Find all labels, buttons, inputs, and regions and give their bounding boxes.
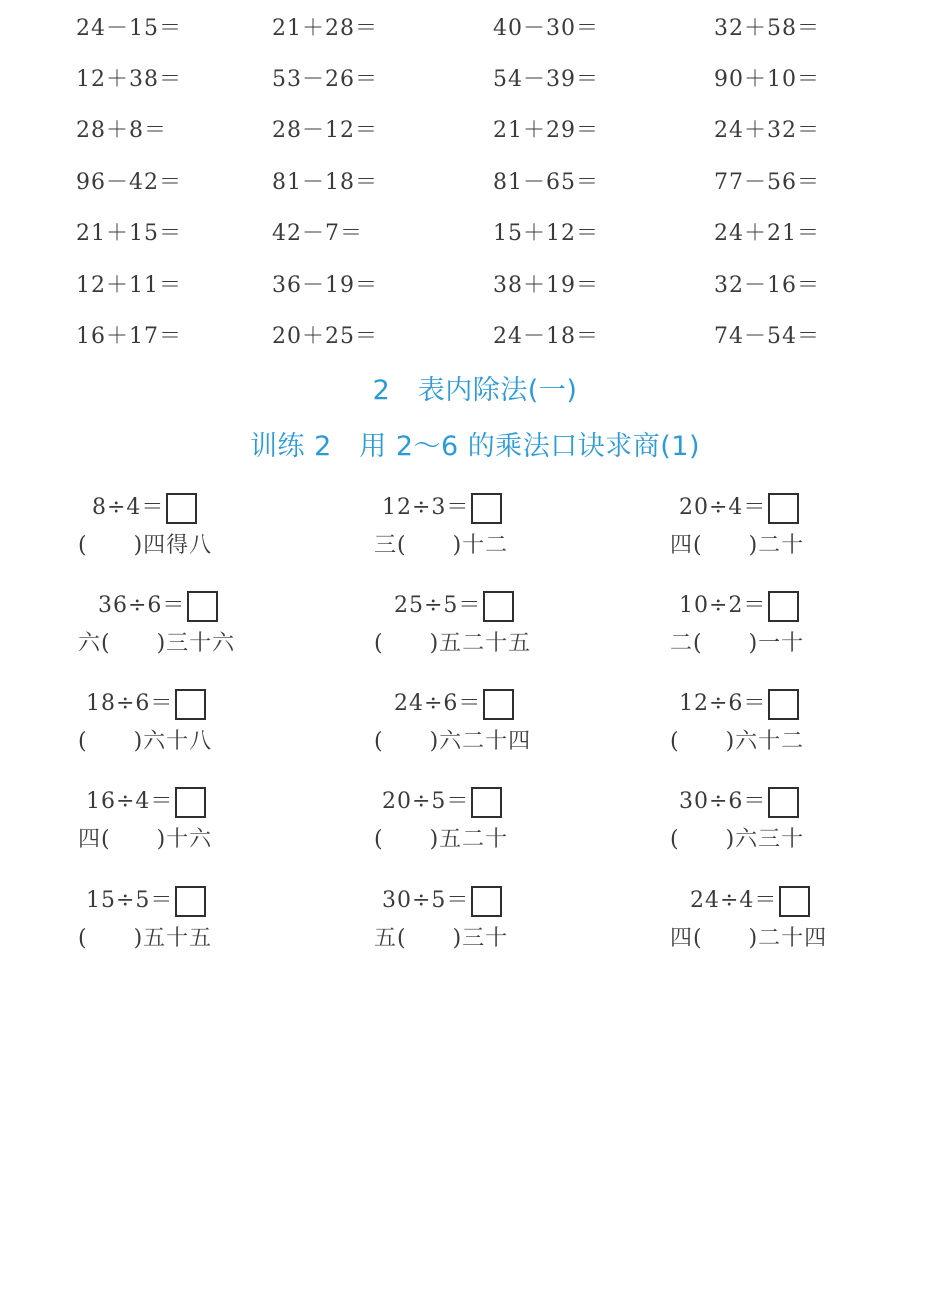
multiplication-rhyme-hint: ( )五十五 (78, 926, 213, 951)
division-problem (670, 687, 950, 787)
arithmetic-item: 77－56＝ (714, 170, 820, 195)
division-equation: 15÷5＝ (86, 888, 174, 913)
division-problem (374, 785, 674, 885)
answer-box[interactable] (768, 689, 799, 720)
division-equation: 18÷6＝ (86, 691, 174, 716)
arithmetic-item: 28－12＝ (272, 118, 378, 143)
equation-line (86, 884, 206, 918)
division-equation: 12÷6＝ (679, 691, 767, 716)
equation-line (382, 884, 502, 918)
division-problem (374, 884, 674, 984)
multiplication-rhyme-hint: 三( )十二 (374, 533, 509, 558)
division-equation: 10÷2＝ (679, 593, 767, 618)
multiplication-rhyme-hint: 二( )一十 (670, 631, 805, 656)
arithmetic-item: 38＋19＝ (493, 273, 599, 298)
arithmetic-item: 32＋58＝ (714, 16, 820, 41)
arithmetic-item: 21＋29＝ (493, 118, 599, 143)
answer-box[interactable] (471, 787, 502, 818)
multiplication-rhyme-hint: ( )六三十 (670, 827, 805, 852)
equation-line (394, 589, 514, 623)
arithmetic-row (0, 322, 950, 352)
multiplication-rhyme-hint: 五( )三十 (374, 926, 509, 951)
equation-line (394, 687, 514, 721)
arithmetic-item: 81－65＝ (493, 170, 599, 195)
answer-box[interactable] (768, 591, 799, 622)
answer-box[interactable] (166, 493, 197, 524)
arithmetic-item: 12＋38＝ (76, 67, 182, 92)
arithmetic-item: 24＋32＝ (714, 118, 820, 143)
answer-box[interactable] (768, 493, 799, 524)
arithmetic-item: 24－18＝ (493, 324, 599, 349)
division-problem (78, 884, 378, 984)
arithmetic-item: 96－42＝ (76, 170, 182, 195)
arithmetic-item: 74－54＝ (714, 324, 820, 349)
arithmetic-item: 24＋21＝ (714, 221, 820, 246)
division-problem (670, 884, 950, 984)
equation-line (92, 491, 197, 525)
arithmetic-row (0, 219, 950, 249)
arithmetic-item: 81－18＝ (272, 170, 378, 195)
arithmetic-item: 40－30＝ (493, 16, 599, 41)
division-equation: 20÷5＝ (382, 789, 470, 814)
equation-line (86, 785, 206, 819)
arithmetic-item: 12＋11＝ (76, 273, 182, 298)
division-problem (78, 589, 378, 689)
arithmetic-item: 16＋17＝ (76, 324, 182, 349)
arithmetic-item: 42－7＝ (272, 221, 363, 246)
answer-box[interactable] (175, 689, 206, 720)
arithmetic-item: 36－19＝ (272, 273, 378, 298)
equation-line (679, 491, 799, 525)
division-problem (374, 491, 674, 591)
multiplication-rhyme-hint: 四( )二十四 (670, 926, 828, 951)
division-problem (78, 491, 378, 591)
division-equation: 12÷3＝ (382, 495, 470, 520)
answer-box[interactable] (779, 886, 810, 917)
division-problem (670, 491, 950, 591)
multiplication-rhyme-hint: ( )四得八 (78, 533, 213, 558)
equation-line (98, 589, 218, 623)
multiplication-rhyme-hint: 四( )二十 (670, 533, 805, 558)
arithmetic-item: 21＋28＝ (272, 16, 378, 41)
arithmetic-item: 54－39＝ (493, 67, 599, 92)
division-equation: 16÷4＝ (86, 789, 174, 814)
division-equation: 25÷5＝ (394, 593, 482, 618)
arithmetic-item: 15＋12＝ (493, 221, 599, 246)
arithmetic-row (0, 65, 950, 95)
answer-box[interactable] (483, 591, 514, 622)
answer-box[interactable] (175, 886, 206, 917)
equation-line (679, 589, 799, 623)
arithmetic-item: 53－26＝ (272, 67, 378, 92)
multiplication-rhyme-hint: 四( )十六 (78, 827, 213, 852)
division-problem (78, 687, 378, 787)
arithmetic-item: 20＋25＝ (272, 324, 378, 349)
arithmetic-row (0, 116, 950, 146)
arithmetic-row (0, 271, 950, 301)
equation-line (382, 785, 502, 819)
answer-box[interactable] (175, 787, 206, 818)
division-equation: 30÷6＝ (679, 789, 767, 814)
arithmetic-row (0, 168, 950, 198)
division-equation: 30÷5＝ (382, 888, 470, 913)
answer-box[interactable] (187, 591, 218, 622)
division-equation: 24÷4＝ (690, 888, 778, 913)
division-problem (670, 785, 950, 885)
answer-box[interactable] (483, 689, 514, 720)
arithmetic-item: 32－16＝ (714, 273, 820, 298)
division-equation: 24÷6＝ (394, 691, 482, 716)
division-problem (670, 589, 950, 689)
division-equation: 8÷4＝ (92, 495, 165, 520)
arithmetic-row (0, 14, 950, 44)
equation-line (86, 687, 206, 721)
multiplication-rhyme-hint: ( )六二十四 (374, 729, 532, 754)
division-problem (374, 589, 674, 689)
arithmetic-item: 90＋10＝ (714, 67, 820, 92)
multiplication-rhyme-hint: 六( )三十六 (78, 631, 236, 656)
equation-line (679, 785, 799, 819)
equation-line (679, 687, 799, 721)
multiplication-rhyme-hint: ( )六十二 (670, 729, 805, 754)
arithmetic-item: 24－15＝ (76, 16, 182, 41)
section-title: 2 表内除法(一) (372, 375, 578, 406)
division-problem (78, 785, 378, 885)
equation-line (382, 491, 502, 525)
multiplication-rhyme-hint: ( )五二十 (374, 827, 509, 852)
answer-box[interactable] (768, 787, 799, 818)
answer-box[interactable] (471, 493, 502, 524)
answer-box[interactable] (471, 886, 502, 917)
exercise-title: 训练 2 用 2～6 的乘法口诀求商(1) (249, 431, 701, 462)
arithmetic-item: 28＋8＝ (76, 118, 167, 143)
equation-line (690, 884, 810, 918)
division-equation: 36÷6＝ (98, 593, 186, 618)
arithmetic-item: 21＋15＝ (76, 221, 182, 246)
division-equation: 20÷4＝ (679, 495, 767, 520)
division-problem (374, 687, 674, 787)
multiplication-rhyme-hint: ( )五二十五 (374, 631, 532, 656)
multiplication-rhyme-hint: ( )六十八 (78, 729, 213, 754)
